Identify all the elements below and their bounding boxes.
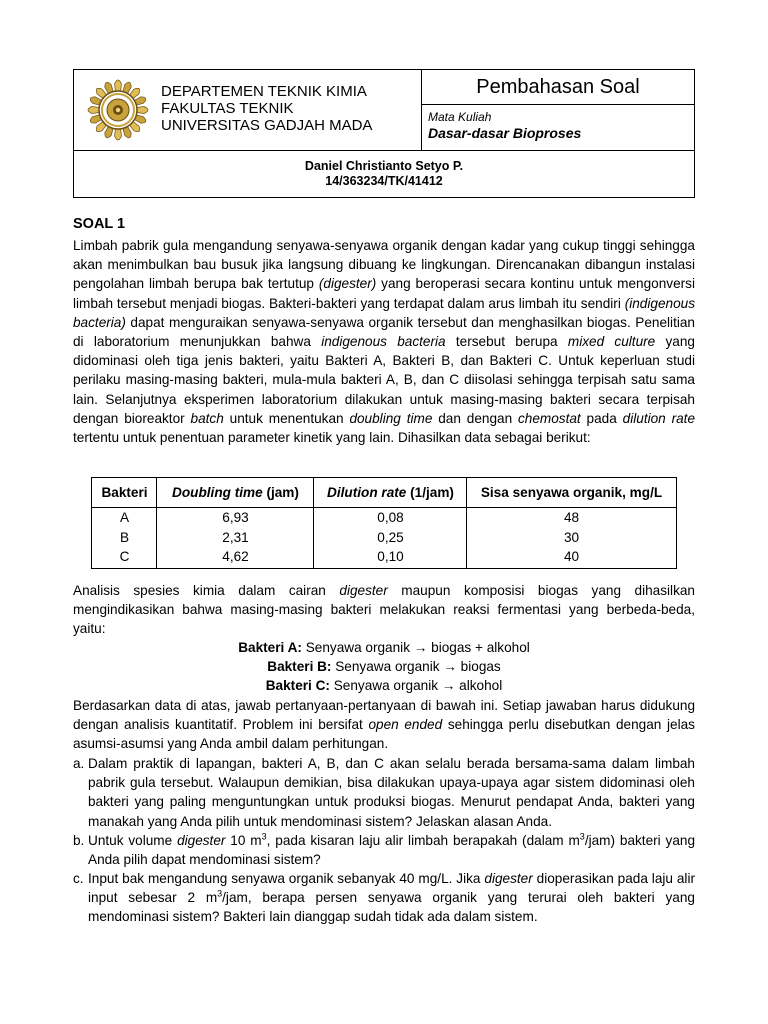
italic-text: chemostat [517,410,581,426]
instructions-paragraph [73,696,695,754]
question-label: b. [73,833,85,848]
student-id: 14/363234/TK/41412 [325,174,443,188]
text-run: Limbah pabrik gula mengandung senyawa-senyawa organik dengan kadar yang cukup tinggi sehingga akan menimbulkan bau busuk jika langsung dibuang ke lingkungan. Direncanakan dibangun instalasi pengolahan limbah berupa bak tertutup [73,238,695,292]
italic-text: dilution rate [622,410,696,426]
text-run: yang didominasi oleh tiga jenis bakteri, yaitu Bakteri A, Bakteri B, dan Bakteri C. Untuk keperluan studi perilaku masing-masing bakteri, mula-mula bakteri A, B, dan C diisolasi sehingga terpisah satu sama lain. Selanjutnya eksperimen laboratorium dilakukan untuk masing-masing bakteri secara terpisah dengan bioreaktor [73,334,695,426]
italic-text: digester [339,583,388,598]
question-label: a. [73,756,85,771]
question-text [88,831,695,869]
table-header-row [92,478,676,508]
superscript-text: 3 [217,888,223,899]
ugm-seal-icon [82,74,154,146]
text-run: pada [580,410,623,426]
question-text [88,754,695,831]
text-run: Untuk volume [88,833,178,848]
text-run: dioperasikan pada laju alir input sebesar 2 m [88,871,695,906]
table-cell: 4,62 [222,549,249,565]
text-run: maupun komposisi biogas yang dihasilkan mengindikasikan bahwa masing-masing bakteri melakukan reaksi fermentasi yang berbeda-beda, yaitu: [73,583,695,637]
text-run: /jam, berapa persen senyawa organik yang terurai oleh bakteri yang mendominasi sistem? Bakteri lain dianggap sudah tidak ada dalam sistem. [88,890,695,925]
table-cell: B [119,529,130,545]
table-cell: 0,25 [377,529,404,545]
analysis-paragraph [73,581,695,639]
text-run: , pada kisaran laju alir limbah berapakah (dalam m [266,833,580,848]
text-run: sehingga perlu disebutkan dengan jelas asumsi-asumsi yang Anda ambil dalam perhitungan. [73,717,695,752]
table-cell: 30 [563,529,580,545]
col-header-doubling-time: Doubling time (jam) [172,485,299,500]
institution-block [74,70,422,150]
col-header-sisa-organik: Sisa senyawa organik, mg/L [480,485,663,500]
text-run: Dalam praktik di lapangan, bakteri A, B, dan C akan selalu berada bersama-sama dalam limbah pabrik gula tersebut. Walaupun demikian, bisa dilakukan upaya-upaya agar sistem didominasi oleh bakteri yang paling menguntungkan untuk produksi biogas. Menurut pendapat Anda, bakteri yang manakah yang Anda pilih untuk mendominasi sistem? Jelaskan alasan Anda. [88,756,695,829]
question-item [73,869,695,927]
text-run: tersebut berupa [445,334,568,350]
reaction-line-b: Bakteri B: Senyawa organik → biogas [267,659,501,675]
department-line: DEPARTEMEN TEKNIK KIMIA [161,83,367,100]
text-run: dapat menguraikan senyawa-senyawa organik tersebut dan menghasilkan biogas. Penelitian di laboratorium menunjukkan bahwa [73,314,695,350]
table-cell: 40 [563,549,580,565]
text-run: Input bak mengandung senyawa organik sebanyak 40 mg/L. Jika [88,871,485,886]
reaction-list [73,638,695,696]
table-cell: 48 [563,510,580,525]
reaction-line-a: Bakteri A: Senyawa organik → biogas + alkohol [238,640,530,655]
data-table [91,477,677,569]
table-cell: 2,31 [222,529,249,545]
italic-text: (digester) [318,276,377,292]
institution-name [161,83,372,134]
table-cell: A [119,510,130,525]
title-block [422,70,694,150]
superscript-text: 3 [579,831,585,842]
section-heading: SOAL 1 [73,216,126,232]
question-item [73,754,695,831]
intro-paragraph [73,236,695,447]
author-name: Daniel Christianto Setyo P. [304,159,464,173]
italic-text: batch [190,410,224,426]
text-run: yang beroperasi secara kontinu untuk mengonversi limbah tersebut menjadi biogas. Bakteri-bakteri yang terdapat dalam arus limbah itu sendiri [73,276,695,311]
table-cell: 6,93 [222,510,249,525]
italic-text: digester [177,833,226,848]
text-run: dan dengan [432,410,518,426]
text-run: Berdasarkan data di atas, jawab pertanyaan-pertanyaan di bawah ini. Setiap jawaban harus didukung dengan analisis kuantitatif. Problem ini bersifat [73,698,695,733]
author-block [74,150,694,197]
text-run: untuk menentukan [223,410,350,426]
italic-text: (indigenous bacteria) [73,295,695,330]
italic-text: doubling time [349,410,433,426]
text-run: /jam) bakteri yang Anda pilih dapat mendominasi sistem? [88,833,696,868]
course-label: Mata Kuliah [428,110,492,124]
italic-text: digester [484,871,533,886]
question-label: c. [73,871,84,886]
table-cell: 0,10 [377,549,404,565]
text-run: tertentu untuk penentuan parameter kinetik yang lain. Dihasilkan data sebagai berikut: [73,430,591,446]
question-item [73,831,695,869]
col-header-bakteri: Bakteri [101,485,148,500]
text-run: 10 m [225,833,262,848]
italic-text: indigenous bacteria [321,334,446,350]
superscript-text: 3 [261,831,267,842]
course-name: Dasar-dasar Bioproses [428,125,582,141]
italic-text: open ended [368,717,443,733]
reaction-line-c: Bakteri C: Senyawa organik → alkohol [265,678,503,694]
university-line: UNIVERSITAS GADJAH MADA [161,117,373,134]
document-header [73,69,695,198]
table-cell: 0,08 [377,510,404,525]
col-header-dilution-rate: Dilution rate (1/jam) [327,485,454,500]
text-run: Analisis spesies kimia dalam cairan [73,583,340,598]
faculty-line: FAKULTAS TEKNIK [161,100,294,117]
document-title: Pembahasan Soal [422,70,694,105]
question-text [88,869,695,927]
italic-text: mixed culture [567,334,656,350]
table-cell: C [119,549,130,565]
